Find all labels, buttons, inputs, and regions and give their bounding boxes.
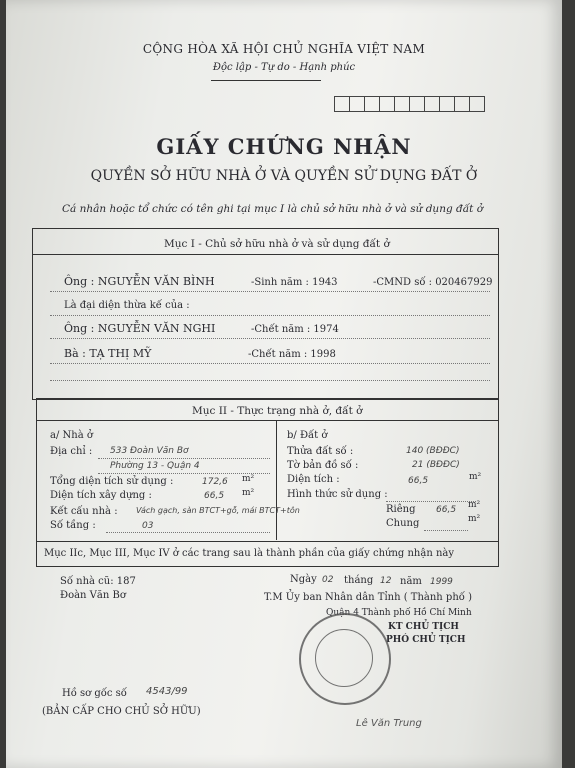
shared-use-label: Chung: [386, 518, 420, 529]
section-1-heading: Mục I - Chủ sở hữu nhà ở và sử dụng đất ở: [164, 238, 390, 250]
signer-name: Lê Văn Trung: [356, 718, 422, 729]
issue-month: 12: [380, 576, 392, 586]
parcel-label: Thửa đất số :: [287, 446, 354, 457]
land-area-unit: m²: [469, 472, 482, 482]
certificate-paper: [6, 0, 562, 768]
floors-value: 03: [142, 521, 154, 531]
heir-representative-label: Là đại diện thừa kế của :: [64, 300, 190, 311]
official-seal: [299, 613, 391, 705]
land-area-value: 66,5: [408, 476, 429, 486]
signatory-title-2: PHÓ CHỦ TỊCH: [386, 635, 466, 645]
section-2-divider: [276, 421, 277, 540]
total-area-value: 172,6: [202, 477, 228, 487]
old-house-street: Đoàn Văn Bơ: [60, 590, 126, 601]
signatory-title-1: KT CHỦ TỊCH: [388, 622, 459, 632]
owner-birth-year: -Sinh năm : 1943: [251, 277, 338, 288]
country-header: CỘNG HÒA XÃ HỘI CHỦ NGHĨA VIỆT NAM: [142, 42, 426, 56]
floors-label: Số tầng :: [50, 520, 96, 531]
certificate-subtitle: QUYỀN SỞ HỮU NHÀ Ở VÀ QUYỀN SỬ DỤNG ĐẤT Ở: [90, 168, 478, 184]
copy-note: (BẢN CẤP CHO CHỦ SỞ HỮU): [42, 706, 201, 717]
authority-line-2: Quận 4 Thành phố Hồ Chí Minh: [326, 608, 472, 618]
deceased-2-death-year: -Chết năm : 1998: [248, 349, 336, 360]
intro-text: Cá nhân hoặc tổ chức có tên ghi tại mục I là chủ sở hữu nhà ở và sử dụng đất ở: [62, 203, 484, 215]
issue-month-label: tháng: [344, 575, 374, 586]
structure-value: Vách gạch, sàn BTCT+gỗ, mái BTCT+tôn: [136, 506, 300, 515]
deceased-1-name: Ông : NGUYỄN VĂN NGHI: [64, 322, 216, 335]
owner-id-number: -CMND số : 020467929: [373, 277, 493, 288]
built-area-value: 66,5: [204, 491, 225, 501]
record-number: 4543/99: [146, 686, 188, 697]
map-sheet-value: 21 (BĐĐC): [412, 460, 460, 470]
issue-day-label: Ngày: [290, 574, 317, 585]
authority-line-1: T.M Ủy ban Nhân dân Tỉnh ( Thành phố ): [264, 592, 472, 603]
built-area-unit: m²: [242, 488, 255, 498]
land-heading: b/ Đất ở: [287, 430, 328, 441]
motto-underline: [211, 80, 321, 81]
parcel-value: 140 (BĐĐC): [406, 446, 460, 456]
private-use-unit: m²: [468, 500, 481, 510]
certificate-title: GIẤY CHỨNG NHẬN: [156, 134, 412, 159]
built-area-label: Diện tích xây dựng :: [50, 490, 152, 501]
issue-year: 1999: [430, 577, 453, 587]
shared-use-unit: m²: [468, 514, 481, 524]
address-label: Địa chỉ :: [50, 446, 93, 457]
motto: Độc lập - Tự do - Hạnh phúc: [212, 62, 356, 73]
address-line-1: 533 Đoàn Văn Bơ: [110, 446, 189, 456]
record-number-label: Hồ sơ gốc số: [62, 688, 127, 699]
private-use-value: 66,5: [436, 505, 457, 515]
issue-year-label: năm: [400, 576, 422, 587]
total-area-label: Tổng diện tích sử dụng :: [50, 476, 174, 487]
map-sheet-label: Tờ bản đồ số :: [287, 460, 359, 471]
old-house-number: Số nhà cũ: 187: [60, 576, 136, 587]
deceased-1-death-year: -Chết năm : 1974: [251, 324, 339, 335]
deceased-2-name: Bà : TẠ THỊ MỸ: [64, 347, 152, 360]
address-line-2: Phường 13 - Quận 4: [110, 461, 200, 471]
section-2-heading: Mục II - Thực trạng nhà ở, đất ở: [192, 405, 363, 417]
issue-day: 02: [322, 575, 334, 585]
footnote-text: Mục IIc, Mục III, Mục IV ở các trang sau là thành phần của giấy chứng nhận này: [44, 548, 454, 559]
house-heading: a/ Nhà ở: [50, 430, 93, 441]
registration-number-boxes: [334, 96, 485, 116]
total-area-unit: m²: [242, 474, 255, 484]
owner-name: Ông : NGUYỄN VĂN BÌNH: [64, 275, 215, 288]
land-use-label: Hình thức sử dụng :: [287, 489, 388, 500]
land-area-label: Diện tích :: [287, 474, 340, 485]
structure-label: Kết cấu nhà :: [50, 506, 118, 517]
private-use-label: Riêng: [386, 504, 416, 515]
